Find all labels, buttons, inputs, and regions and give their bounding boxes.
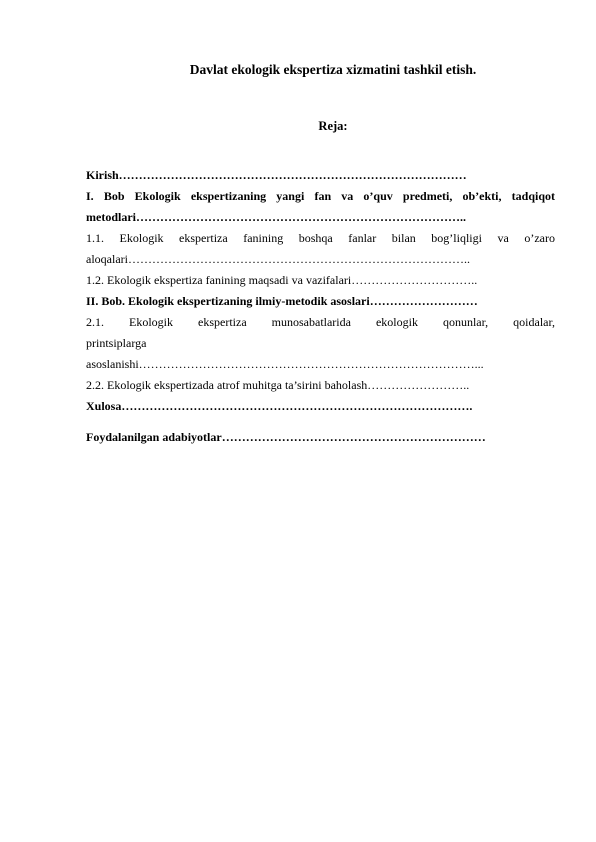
toc-entry-2-1-line1: 2.1. Ekologik ekspertiza munosabatlarida ekologik qonunlar, qoidalar, — [86, 315, 555, 329]
toc-spacer — [86, 417, 555, 427]
toc-entry-1-2: 1.2. Ekologik ekspertiza fanining maqsadi va vazifalari………………………….. — [86, 273, 478, 287]
toc-entry-part1-line1: I. Bob Ekologik ekspertizaning yangi fan va o’quv predmeti, ob’ekti, tadqiqot — [86, 189, 555, 203]
toc-entry-2-1-line3: asoslanishi…………………………………………………………………………... — [86, 357, 484, 371]
toc-entry-adabiyotlar: Foydalanilgan adabiyotlar………………………………………………………… — [86, 430, 486, 444]
toc-entry-1-1-line2: aloqalari………………………………………………………………………….. — [86, 252, 470, 266]
toc-entry-2-1-line2: printsiplarga — [86, 336, 147, 350]
toc-entry-part1-line2: metodlari……………………………………………………………………….. — [86, 210, 466, 224]
toc-entry-xulosa: Xulosa……………………………………………………………………………. — [86, 399, 473, 413]
toc-entry-kirish: Kirish…………………………………………………………………………… — [86, 168, 467, 182]
toc-entry-part2: II. Bob. Ekologik ekspertizaning ilmiy-metodik asoslari……………………… — [86, 294, 478, 308]
document-title: Davlat ekologik ekspertiza xizmatini tashkil etish. — [189, 62, 477, 77]
plan-heading: Reja: — [318, 119, 348, 133]
table-of-contents — [86, 165, 555, 448]
toc-entry-1-1-line1: 1.1. Ekologik ekspertiza fanining boshqa fanlar bilan bog’liqligi va o’zaro — [86, 231, 555, 245]
toc-entry-2-2: 2.2. Ekologik ekspertizada atrof muhitga ta’sirini baholash…………………….. — [86, 378, 470, 392]
